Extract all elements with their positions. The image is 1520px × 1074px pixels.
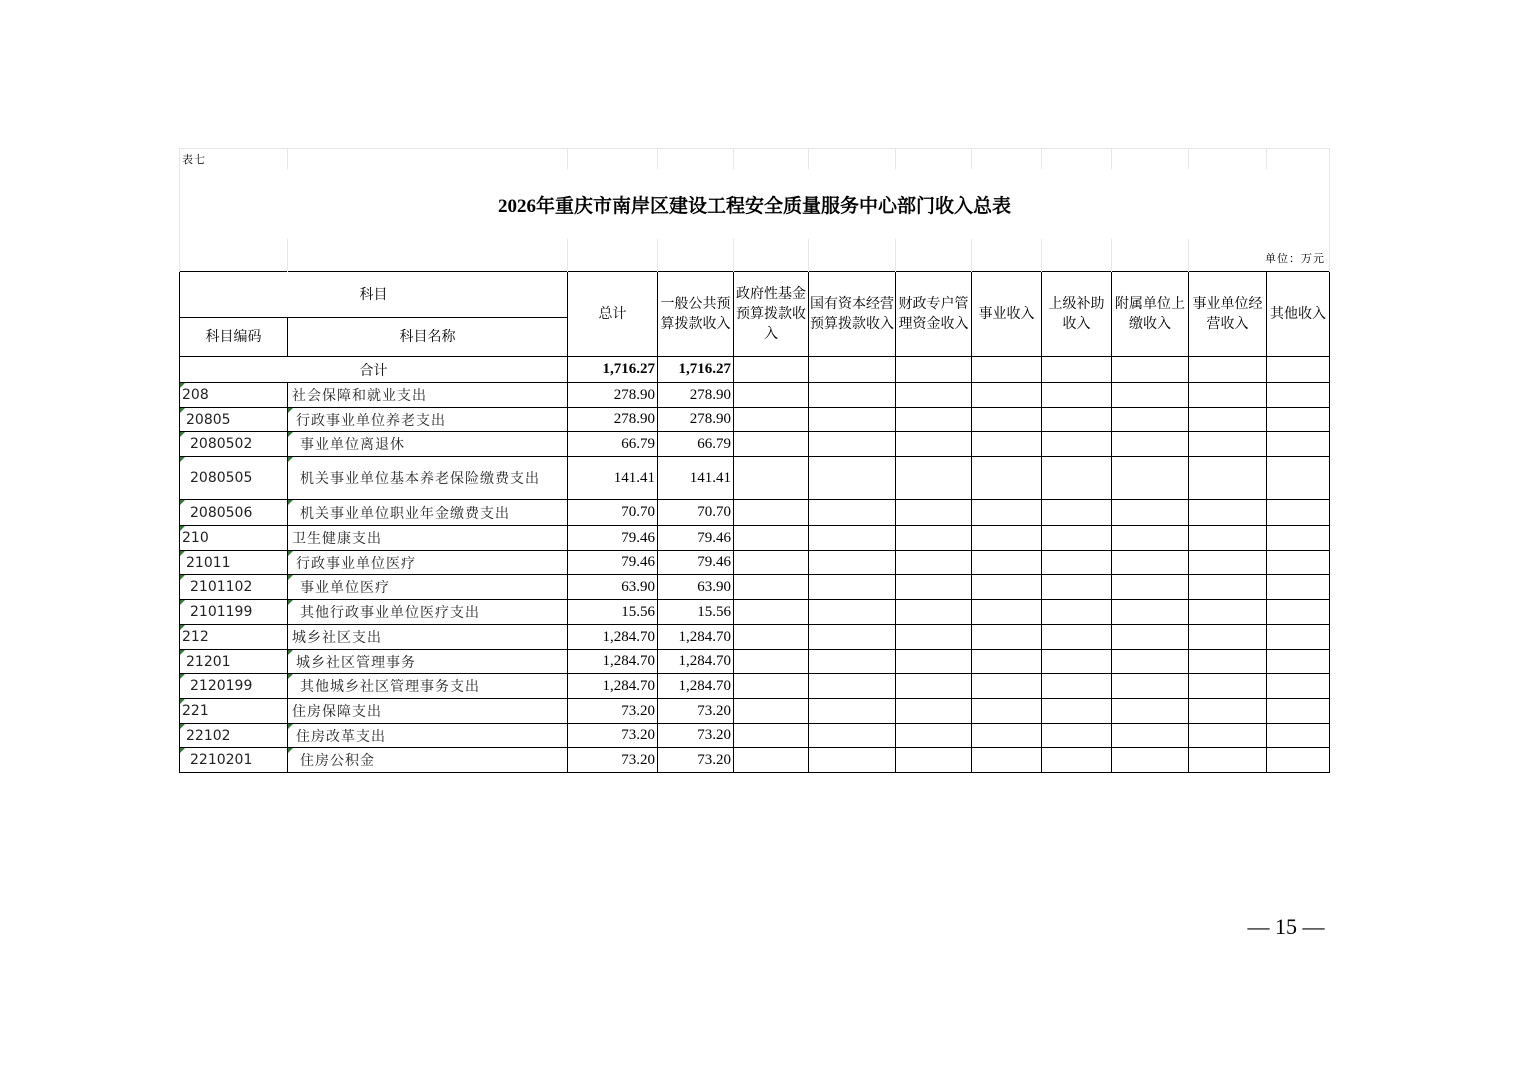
empty-cell: [972, 674, 1042, 699]
empty-cell: [1042, 408, 1112, 432]
empty-cell: [1112, 383, 1189, 408]
empty-cell: [972, 432, 1042, 457]
subject-name: 卫生健康支出: [288, 526, 568, 551]
empty-cell: [896, 500, 972, 526]
page-title: 2026年重庆市南岸区建设工程安全质量服务中心部门收入总表: [180, 169, 1330, 239]
empty-cell: [734, 383, 809, 408]
header-superior-subsidy: 上级补助收入: [1042, 272, 1112, 357]
amount-total: 1,284.70: [568, 674, 658, 699]
header-affiliated-units: 附属单位上缴收入: [1112, 272, 1189, 357]
subject-code: 21011: [180, 551, 288, 575]
income-summary-sheet: [179, 148, 1329, 773]
header-subject-code: 科目编码: [180, 318, 288, 357]
empty-cell: [1267, 699, 1330, 724]
empty-cell: [896, 526, 972, 551]
table-label: 表七: [180, 149, 288, 170]
amount-general-budget: 1,284.70: [658, 650, 734, 674]
empty-cell: [1042, 383, 1112, 408]
amount-general-budget: 79.46: [658, 526, 734, 551]
amount-total: 1,284.70: [568, 650, 658, 674]
empty-cell: [1042, 674, 1112, 699]
subject-code: 2080506: [180, 500, 288, 526]
empty-cell: [972, 408, 1042, 432]
empty-cell: [1112, 457, 1189, 500]
empty-cell: [1112, 500, 1189, 526]
empty-cell: [1112, 575, 1189, 600]
empty-cell: [896, 674, 972, 699]
empty-cell: [1267, 432, 1330, 457]
header-subject-name: 科目名称: [288, 318, 568, 357]
total-general-amount: 1,716.27: [658, 357, 734, 383]
empty-cell: [809, 575, 896, 600]
empty-cell: [972, 457, 1042, 500]
subject-code: 2120199: [180, 674, 288, 699]
empty-cell: [1189, 650, 1267, 674]
page-number: — 15 —: [1247, 914, 1325, 939]
empty-cell: [1267, 457, 1330, 500]
empty-cell: [1189, 575, 1267, 600]
empty-cell: [1267, 383, 1330, 408]
table-row: [180, 500, 1330, 526]
empty-cell: [734, 674, 809, 699]
table-row: [180, 551, 1330, 575]
empty-cell: [1267, 551, 1330, 575]
empty-cell: [1267, 526, 1330, 551]
amount-total: 15.56: [568, 600, 658, 625]
amount-total: 70.70: [568, 500, 658, 526]
empty-cell: [734, 699, 809, 724]
amount-general-budget: 73.20: [658, 748, 734, 773]
empty-cell: [809, 500, 896, 526]
empty-cell: [1189, 457, 1267, 500]
empty-cell: [1042, 600, 1112, 625]
empty-cell: [1267, 500, 1330, 526]
subject-name: 住房公积金: [288, 748, 568, 773]
subject-name: 住房改革支出: [288, 724, 568, 748]
empty-cell: [1112, 748, 1189, 773]
amount-total: 66.79: [568, 432, 658, 457]
empty-cell: [972, 600, 1042, 625]
empty-cell: [896, 408, 972, 432]
amount-total: 79.46: [568, 526, 658, 551]
table-row: [180, 526, 1330, 551]
table-row: [180, 724, 1330, 748]
empty-cell: [972, 699, 1042, 724]
subject-name: 其他城乡社区管理事务支出: [288, 674, 568, 699]
header-other-income: 其他收入: [1267, 272, 1330, 357]
empty-cell: [1042, 625, 1112, 650]
empty-cell: [1189, 724, 1267, 748]
subject-name: 行政事业单位养老支出: [288, 408, 568, 432]
empty-cell: [734, 600, 809, 625]
header-operations-income: 事业单位经营收入: [1189, 272, 1267, 357]
empty-cell: [1112, 674, 1189, 699]
subject-name: 机关事业单位职业年金缴费支出: [288, 500, 568, 526]
empty-cell: [896, 383, 972, 408]
empty-cell: [1042, 551, 1112, 575]
amount-general-budget: 278.90: [658, 408, 734, 432]
empty-cell: [809, 674, 896, 699]
table-row: [180, 408, 1330, 432]
header-total: 总计: [568, 272, 658, 357]
empty-cell: [972, 551, 1042, 575]
empty-cell: [1189, 432, 1267, 457]
empty-cell: [1189, 699, 1267, 724]
subject-name: 住房保障支出: [288, 699, 568, 724]
empty-cell: [809, 408, 896, 432]
empty-cell: [1112, 600, 1189, 625]
subject-name: 社会保障和就业支出: [288, 383, 568, 408]
subject-code: 212: [180, 625, 288, 650]
empty-cell: [896, 748, 972, 773]
amount-general-budget: 70.70: [658, 500, 734, 526]
empty-cell: [1267, 724, 1330, 748]
empty-cell: [1042, 748, 1112, 773]
empty-cell: [734, 575, 809, 600]
empty-cell: [1042, 457, 1112, 500]
subject-name: 城乡社区管理事务: [288, 650, 568, 674]
subject-code: 208: [180, 383, 288, 408]
empty-cell: [1042, 526, 1112, 551]
subject-name: 事业单位医疗: [288, 575, 568, 600]
amount-general-budget: 79.46: [658, 551, 734, 575]
amount-general-budget: 141.41: [658, 457, 734, 500]
subject-code: 2080502: [180, 432, 288, 457]
empty-cell: [1112, 432, 1189, 457]
amount-total: 73.20: [568, 748, 658, 773]
subject-code: 221: [180, 699, 288, 724]
empty-cell: [1189, 383, 1267, 408]
table-row: [180, 748, 1330, 773]
subject-name: 其他行政事业单位医疗支出: [288, 600, 568, 625]
header-special-account: 财政专户管理资金收入: [896, 272, 972, 357]
subject-code: 2101102: [180, 575, 288, 600]
amount-total: 73.20: [568, 699, 658, 724]
table-row: [180, 383, 1330, 408]
subject-code: 210: [180, 526, 288, 551]
amount-total: 73.20: [568, 724, 658, 748]
empty-cell: [1189, 526, 1267, 551]
header-row-1: [180, 272, 1330, 318]
empty-cell: [734, 457, 809, 500]
empty-cell: [734, 650, 809, 674]
empty-cell: [972, 526, 1042, 551]
amount-total: 278.90: [568, 383, 658, 408]
empty-cell: [1042, 650, 1112, 674]
empty-cell: [896, 600, 972, 625]
empty-cell: [1042, 432, 1112, 457]
total-amount: 1,716.27: [568, 357, 658, 383]
empty-cell: [972, 724, 1042, 748]
empty-cell: [1267, 575, 1330, 600]
empty-cell: [734, 748, 809, 773]
empty-cell: [1112, 408, 1189, 432]
subject-code: 2210201: [180, 748, 288, 773]
amount-general-budget: 66.79: [658, 432, 734, 457]
header-general-budget: 一般公共预算拨款收入: [658, 272, 734, 357]
table-row: [180, 625, 1330, 650]
empty-cell: [1267, 748, 1330, 773]
total-label: 合计: [180, 357, 568, 383]
table-row: [180, 457, 1330, 500]
table-row: [180, 699, 1330, 724]
unit-row: [180, 239, 1330, 272]
empty-cell: [1112, 699, 1189, 724]
empty-cell: [896, 650, 972, 674]
empty-cell: [896, 457, 972, 500]
empty-cell: [809, 625, 896, 650]
empty-cell: [809, 699, 896, 724]
empty-cell: [896, 551, 972, 575]
empty-cell: [1189, 748, 1267, 773]
empty-cell: [896, 625, 972, 650]
subject-code: 21201: [180, 650, 288, 674]
empty-cell: [1112, 551, 1189, 575]
header-state-capital: 国有资本经营预算拨款收入: [809, 272, 896, 357]
empty-cell: [809, 432, 896, 457]
amount-total: 1,284.70: [568, 625, 658, 650]
empty-cell: [809, 748, 896, 773]
subject-name: 机关事业单位基本养老保险缴费支出: [288, 457, 568, 500]
empty-cell: [734, 500, 809, 526]
empty-cell: [1189, 500, 1267, 526]
empty-cell: [896, 724, 972, 748]
empty-cell: [809, 383, 896, 408]
subject-name: 事业单位离退休: [288, 432, 568, 457]
subject-code: 2080505: [180, 457, 288, 500]
empty-cell: [1042, 724, 1112, 748]
table-row: [180, 432, 1330, 457]
empty-cell: [972, 383, 1042, 408]
empty-cell: [972, 650, 1042, 674]
empty-cell: [896, 699, 972, 724]
empty-cell: [809, 600, 896, 625]
subject-code: 20805: [180, 408, 288, 432]
empty-cell: [1042, 699, 1112, 724]
empty-cell: [1189, 600, 1267, 625]
title-row: [180, 169, 1330, 239]
total-row: [180, 357, 1330, 383]
empty-cell: [1189, 625, 1267, 650]
empty-cell: [1042, 575, 1112, 600]
empty-cell: [809, 526, 896, 551]
empty-cell: [1267, 625, 1330, 650]
table-row: [180, 650, 1330, 674]
amount-general-budget: 278.90: [658, 383, 734, 408]
empty-cell: [1112, 650, 1189, 674]
empty-cell: [1189, 551, 1267, 575]
empty-cell: [972, 575, 1042, 600]
empty-cell: [1042, 500, 1112, 526]
header-business-income: 事业收入: [972, 272, 1042, 357]
empty-cell: [809, 457, 896, 500]
empty-cell: [734, 408, 809, 432]
empty-cell: [809, 551, 896, 575]
amount-general-budget: 73.20: [658, 699, 734, 724]
empty-cell: [972, 500, 1042, 526]
empty-cell: [809, 650, 896, 674]
subject-code: 22102: [180, 724, 288, 748]
empty-cell: [1189, 408, 1267, 432]
amount-total: 141.41: [568, 457, 658, 500]
subject-name: 行政事业单位医疗: [288, 551, 568, 575]
subject-code: 2101199: [180, 600, 288, 625]
table-label-row: [180, 149, 1330, 170]
income-summary-table: [179, 148, 1330, 773]
empty-cell: [1267, 674, 1330, 699]
empty-cell: [734, 551, 809, 575]
table-row: [180, 674, 1330, 699]
empty-cell: [1189, 674, 1267, 699]
amount-total: 63.90: [568, 575, 658, 600]
amount-total: 278.90: [568, 408, 658, 432]
header-subject: 科目: [180, 272, 568, 318]
empty-cell: [972, 748, 1042, 773]
header-government-fund: 政府性基金预算拨款收入: [734, 272, 809, 357]
empty-cell: [896, 575, 972, 600]
amount-total: 79.46: [568, 551, 658, 575]
empty-cell: [1267, 600, 1330, 625]
table-body: [180, 383, 1330, 773]
empty-cell: [1112, 724, 1189, 748]
amount-general-budget: 15.56: [658, 600, 734, 625]
empty-cell: [734, 724, 809, 748]
unit-label: 单位：万元: [1189, 239, 1330, 272]
empty-cell: [734, 432, 809, 457]
empty-cell: [809, 724, 896, 748]
empty-cell: [972, 625, 1042, 650]
empty-cell: [734, 625, 809, 650]
amount-general-budget: 1,284.70: [658, 674, 734, 699]
empty-cell: [734, 526, 809, 551]
empty-cell: [1112, 526, 1189, 551]
empty-cell: [1267, 650, 1330, 674]
empty-cell: [1112, 625, 1189, 650]
table-row: [180, 600, 1330, 625]
amount-general-budget: 1,284.70: [658, 625, 734, 650]
amount-general-budget: 73.20: [658, 724, 734, 748]
empty-cell: [896, 432, 972, 457]
table-row: [180, 575, 1330, 600]
subject-name: 城乡社区支出: [288, 625, 568, 650]
empty-cell: [1267, 408, 1330, 432]
amount-general-budget: 63.90: [658, 575, 734, 600]
